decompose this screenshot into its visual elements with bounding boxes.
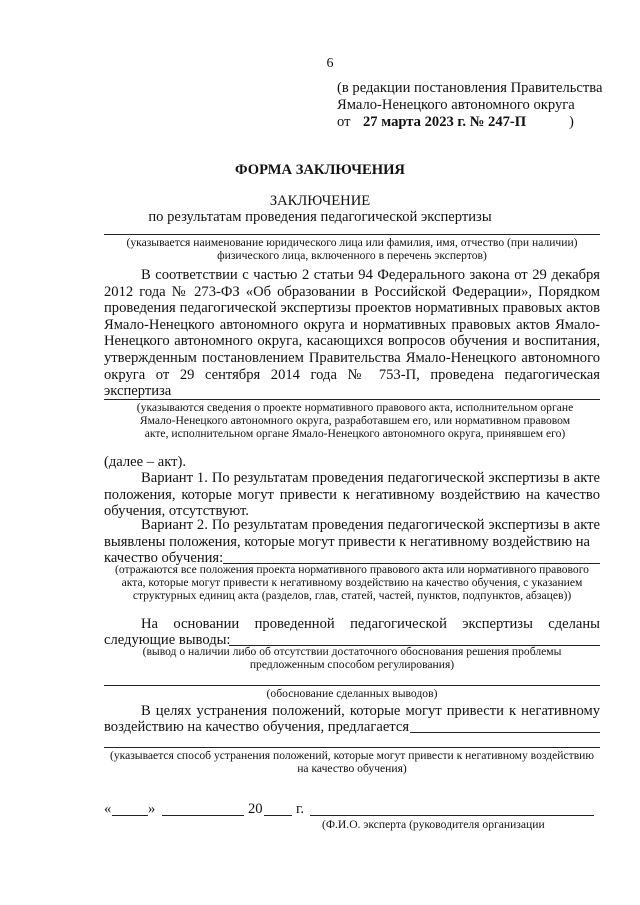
year-suffix: г. [296, 801, 304, 817]
note-method: (указывается способ устранения положений, которые могут привести к негативному воздействию на качество обучения) [109, 749, 595, 776]
note-provisions: (отражаются все положения проекта нормативного правового акта или нормативного правового акта, которые могут привести к негативному воздействию на качество обучения, с указанием структурных единиц акта (разделов, глав, статей, частей, пунктов, подпунктов, абзацев)) [115, 563, 589, 603]
amendment-from: от [337, 114, 351, 130]
amendment-line-2: Ямало-Ненецкого автономного округа [337, 97, 575, 113]
justification-line[interactable] [104, 685, 600, 686]
doc-title: ЗАКЛЮЧЕНИЕ [269, 193, 371, 209]
amendment-close: ) [569, 114, 574, 130]
proposal-end: воздействию на качество обучения, предлагается [104, 719, 410, 735]
variant-2-end: качество обучения: [104, 550, 224, 566]
conclusions-line: На основании проведенной педагогической экспертизы сделаны [141, 616, 600, 632]
method-line[interactable] [104, 747, 600, 748]
entity-name-line[interactable] [104, 234, 600, 235]
quote-close: » [148, 801, 156, 817]
amendment-date: 27 марта 2023 г. № 247-П [363, 114, 527, 130]
quote-open: « [104, 801, 112, 817]
signature-row [104, 801, 600, 818]
amendment-line-1: (в редакции постановления Правительства [337, 80, 603, 96]
form-title: ФОРМА ЗАКЛЮЧЕНИЯ [235, 162, 405, 178]
proposal-line: В целях устранения положений, которые могут привести к негативному [141, 703, 600, 719]
doc-subtitle: по результатам проведения педагогической экспертизы [148, 209, 492, 225]
conclusions-end: следующие выводы: [104, 632, 231, 648]
note-conclusion: (вывод о наличии либо об отсутствии достаточного обоснования решения проблемы предложенным способом регулирования) [142, 645, 562, 672]
note-signer: (Ф.И.О. эксперта (руководителя организации [322, 818, 545, 831]
year-prefix: 20 [248, 801, 263, 817]
proposal-fill-line[interactable] [410, 732, 600, 733]
intro-paragraph: В соответствии с частью 2 статьи 94 Федерального закона от 29 декабря 2012 года № 273-ФЗ «Об образовании в Российской Федерации», Порядком проведения педагогической экспертизы проектов нормативных правовых актов Ямало-Ненецкого автономного округа и нормативных правовых актов Ямало-Ненецкого автономного округа, касающихся вопросов обучения и воспитания, утвержденным постановлением Правительства Ямало-Ненецкого автономного округа от 29 сентября 2014 года № 753-П, проведена педагогическая экспертиза [104, 267, 600, 400]
further-act: (далее – акт). [104, 454, 186, 470]
page-number: 6 [326, 56, 334, 71]
note-entity: (указывается наименование юридического лица или фамилия, имя, отчество (при наличии) физического лица, включенного в перечень экспертов) [126, 236, 578, 263]
day-line[interactable] [112, 815, 148, 816]
variant-2: Вариант 2. По результатам проведения педагогической экспертизы в акте выявлены положения, которые могут привести к негативному воздействию на [104, 517, 600, 550]
signer-line[interactable] [310, 815, 594, 816]
note-act: (указываются сведения о проекте нормативного правового акта, исполнительном органе Ямало-Ненецкого автономного округа, разработавшем его, или нормативном правовом акте, исполнительном органе Ямало-Ненецкого автономного округа, принявшем его) [136, 401, 574, 441]
variant-1: Вариант 1. По результатам проведения педагогической экспертизы в акте положения, которые могут привести к негативному воздействию на качество обучения, отсутствуют. [104, 470, 600, 520]
note-justification: (обоснование сделанных выводов) [266, 687, 438, 700]
year-line[interactable] [264, 815, 292, 816]
month-line[interactable] [162, 815, 244, 816]
amendment-note [337, 80, 637, 131]
act-info-line[interactable] [104, 399, 600, 400]
amendment-line-3 [337, 114, 637, 131]
